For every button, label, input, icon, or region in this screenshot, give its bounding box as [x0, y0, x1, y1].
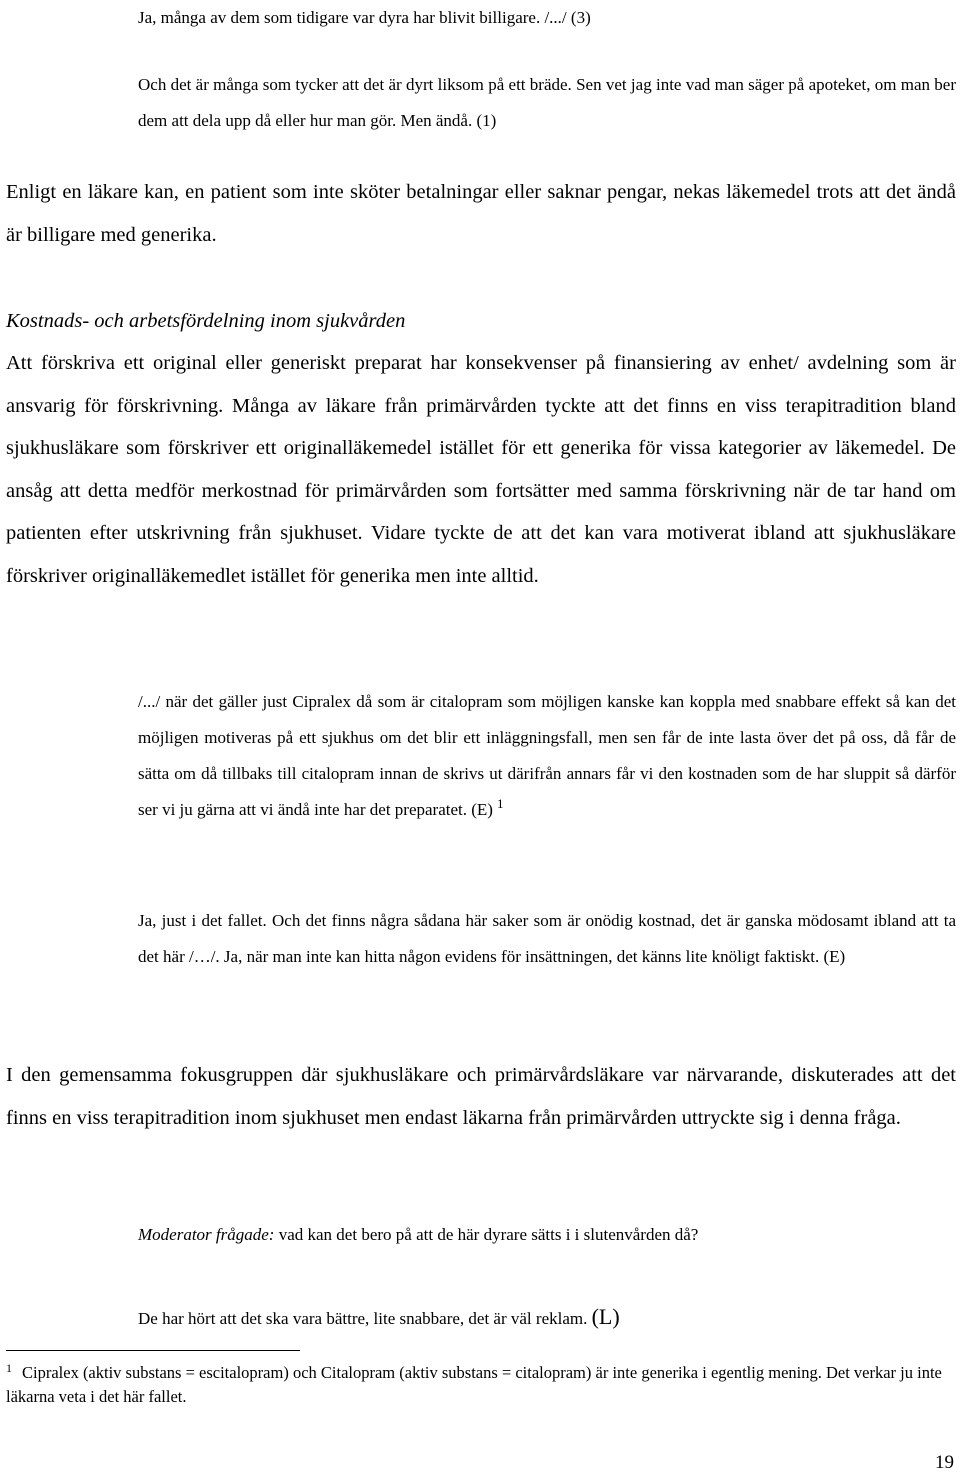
- section-heading-text: Kostnads- och arbetsfördelning inom sjukvården: [6, 310, 406, 332]
- body-paragraph: [6, 171, 956, 256]
- footnote: [6, 1361, 956, 1409]
- footnote-reference: 1: [496, 796, 504, 812]
- quote-text: De har hört att det ska vara bättre, lite snabbare, det är väl reklam.: [138, 1309, 592, 1328]
- body-paragraph: [6, 1054, 956, 1139]
- moderator-question-text: vad kan det bero på att de här dyrare sätts i i slutenvården då?: [274, 1225, 699, 1244]
- quote-text: Ja, just i det fallet. Och det finns några sådana här saker som är onödig kostnad, det är ganska mödosamt ibland att ta det här /…/. Ja, när man inte kan hitta någon evidens för insättningen, det känns lite knöligt faktiskt. (E): [138, 911, 956, 966]
- quote-paragraph: [138, 0, 956, 36]
- respondent-tag: (L): [591, 1304, 620, 1329]
- body-paragraph: [6, 342, 956, 597]
- quote-paragraph: [138, 1299, 956, 1337]
- footnote-mark: 1: [6, 1360, 12, 1375]
- quote-text: Och det är många som tycker att det är dyrt liksom på ett bräde. Sen vet jag inte vad man säger på apoteket, om man ber dem att dela upp då eller hur man gör. Men ändå. (1): [138, 75, 956, 130]
- paragraph-text: I den gemensamma fokusgruppen där sjukhusläkare och primärvårdsläkare var närvarande, diskuterades att det finns en viss terapitradition inom sjukhuset men endast läkarna från primärvården uttryckte sig i denna fråga.: [6, 1064, 956, 1129]
- quote-paragraph: [138, 684, 956, 828]
- quote-text: /.../ när det gäller just Cipralex då som är citalopram som möjligen kanske kan koppla med snabbare effekt så kan det möjligen motiveras på ett sjukhus om det blir ett inläggningsfall, men sen får de inte lasta över det på oss, då får de sätta om då tillbaks till citalopram innan de skrivs ut därifrån annars får vi den kostnaden som de har sluppit så därför ser vi ju gärna att vi ändå inte har det preparatet. (E): [138, 692, 956, 819]
- footnote-separator: [6, 1350, 300, 1351]
- moderator-question: [138, 1217, 956, 1253]
- page-number: 19: [935, 1452, 954, 1473]
- paragraph-text: Att förskriva ett original eller generiskt preparat har konsekvenser på finansiering av enhet/ avdelning som är ansvarig för förskrivning. Många av läkare från primärvården tyckte att det finns en viss terapitradition bland sjukhusläkare som förskriver ett originalläkemedel istället för ett generika för vissa kategorier av läkemedel. De ansåg att detta medför merkostnad för primärvården som fortsätter med samma förskrivning när de tar hand om patienten efter utskrivning från sjukhuset. Vidare tyckte de att det kan vara motiverat ibland att sjukhusläkare förskriver originalläkemedlet istället för generika men inte alltid.: [6, 352, 956, 587]
- quote-paragraph: [138, 903, 956, 975]
- section-heading: [6, 300, 956, 343]
- quote-paragraph: [138, 67, 956, 139]
- footnote-text: Cipralex (aktiv substans = escitalopram) och Citalopram (aktiv substans = citalopram) är inte generika i egentlig mening. Det verkar ju inte läkarna veta i det här fallet.: [6, 1363, 942, 1406]
- quote-text: Ja, många av dem som tidigare var dyra har blivit billigare. /.../ (3): [138, 8, 591, 27]
- moderator-label: Moderator frågade:: [138, 1225, 275, 1244]
- paragraph-text: Enligt en läkare kan, en patient som inte sköter betalningar eller saknar pengar, nekas läkemedel trots att det ändå är billigare med generika.: [6, 181, 956, 246]
